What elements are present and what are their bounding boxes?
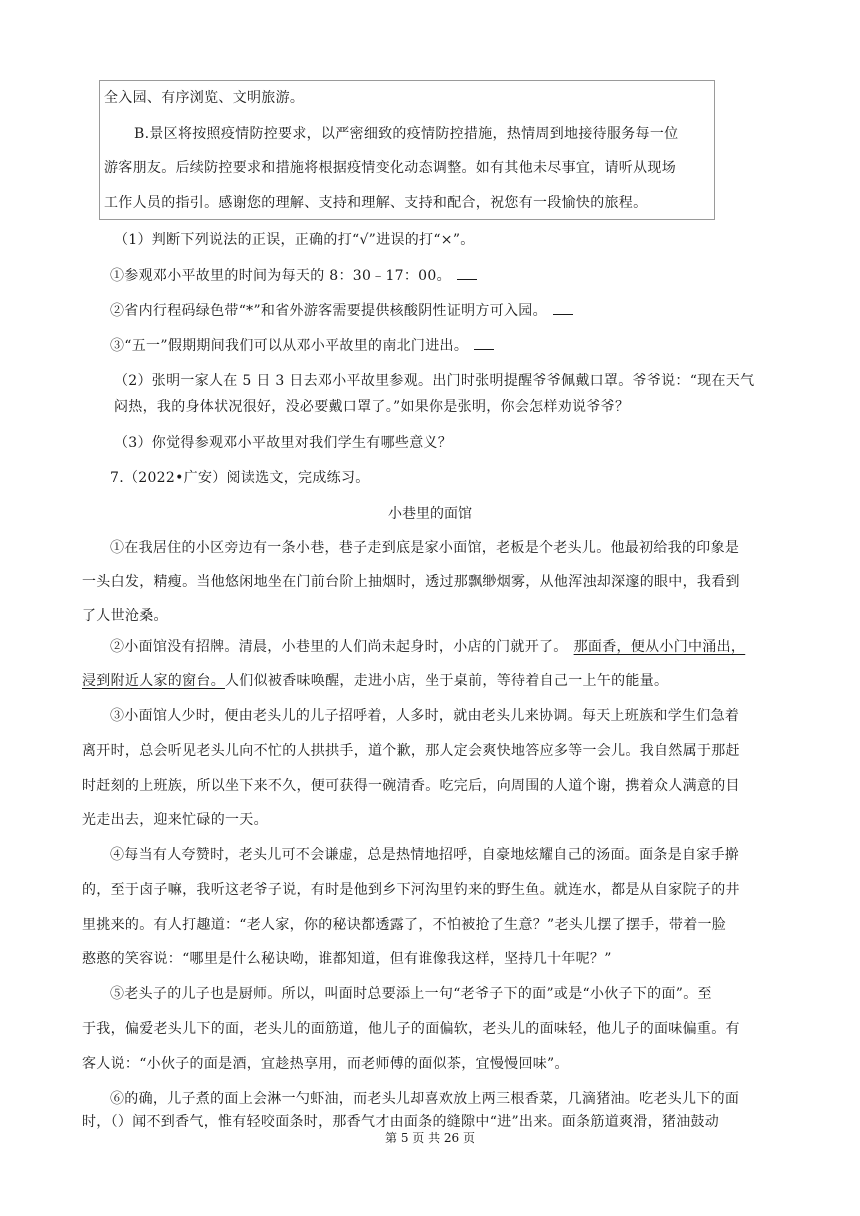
notice-line-2: B.景区将按照疫情防控要求，以严密细致的疫情防控措施，热情周到地接待服务每一位 [134,126,679,142]
question-2-line-2: 闷热，我的身体状况很好，没必要戴口罩了。”如果你是张明，你会怎样劝说爷爷？ [114,399,630,415]
para-2-text: ②小面馆没有招牌。清晨，小巷里的人们尚未起身时，小店的门就开了。 [110,639,568,655]
para-2-text-end: 人们似被香味唤醒，走进小店，坐于桌前，等待着自己一上午的能量。 [225,673,669,689]
para-2-line-2 [82,671,668,691]
para-6-line-1: ⑥的确，儿子煮的面上会淋一勺虾油，而老头儿却喜欢放上两三根香菜，几滴猪油。吃老头儿下的面 [110,1091,740,1107]
question-1-item-b [110,300,573,321]
notice-line-1: 全入园、有序浏览、文明旅游。 [104,90,305,106]
question-1-item-a [110,265,477,286]
para-4-line-1: ④每当有人夸赞时，老头儿可不会谦虚，总是热情地招呼，自豪地炫耀自己的汤面。面条是自家手擀 [110,847,740,863]
question-1-item-b-text: ②省内行程码绿色带“*”和省外游客需要提供核酸阴性证明方可入园。 [110,303,547,319]
notice-line-4: 工作人员的指引。感谢您的理解、支持和理解、支持和配合，祝您有一段愉快的旅程。 [104,195,648,211]
para-5-line-3: 客人说：“小伙子的面是酒，宜趁热享用，而老师傅的面似茶，宜慢慢回味”。 [82,1056,569,1072]
para-2-line-1 [110,637,745,657]
para-1-line-2: 一头白发，精瘦。当他悠闲地坐在门前台阶上抽烟时，透过那飘缈烟雾，从他浑浊却深邃的眼中，我看到 [82,574,740,590]
page-footer: 第 5 页 共 26 页 [385,1131,475,1145]
question-2-line-1: （2）张明一家人在 5 日 3 日去邓小平故里参观。出门时张明提醒爷爷佩戴口罩。爷爷说：“现在天气 [114,373,755,389]
para-1-line-3: 了人世沧桑。 [82,608,168,624]
para-4-line-2: 的，至于卤子嘛，我听这老爷子说，有时是他到乡下河沟里钓来的野生鱼。就连水，都是从自家院子的井 [82,882,740,898]
para-3-line-2: 离开时，总会听见老头儿向不忙的人拱拱手，道个歉，那人定会爽快地答应多等一会儿。我自然属于那赶 [82,743,740,759]
para-6-line-2: 时，（）闻不到香气，惟有轻咬面条时，那香气才由面条的缝隙中“进”出来。面条筋道爽滑，猪油鼓动 [82,1114,720,1130]
para-5-line-2: 于我，偏爱老头儿下的面，老头儿的面筋道，他儿子的面偏软，老头儿的面味轻，他儿子的面味偏重。有 [82,1021,740,1037]
para-3-line-1: ③小面馆人少时，便由老头儿的儿子招呼着，人多时，就由老头儿来协调。每天上班族和学生们急着 [110,708,740,724]
question-1-item-c [110,335,494,356]
question-1-item-a-text: ①参观邓小平故里的时间为每天的 8：30﹣17：00。 [110,268,451,284]
question-3: （3）你觉得参观邓小平故里对我们学生有哪些意义？ [114,435,453,451]
question-1-intro: （1）判断下列说法的正误，正确的打“√”进误的打“×”。 [114,232,475,248]
answer-blank[interactable] [474,335,494,350]
question-7: 7.（2022•广安）阅读选文，完成练习。 [110,470,370,486]
para-3-line-3: 时赶刻的上班族，所以坐下来不久，便可获得一碗清香。吃完后，向周围的人道个谢，携着众人满意的目 [82,778,740,794]
answer-blank[interactable] [553,300,573,315]
para-4-line-3: 里挑来的。有人打趣道：“老人家，你的秘诀都透露了，不怕被抢了生意？”老头儿摆了摆手，带着一脸 [82,917,727,933]
notice-line-3: 游客朋友。后续防控要求和措施将根据疫情变化动态调整。如有其他未尽事宜，请听从现场 [104,160,676,176]
para-5-line-1: ⑤老头子的儿子也是厨师。所以，叫面时总要添上一句“老爷子下的面”或是“小伙子下的面”。至 [110,986,712,1002]
para-2-underlined-sentence-end: 浸到附近人家的窗台。 [82,673,225,689]
para-2-underlined-sentence: 那面香，便从小门中涌出， [573,639,746,655]
para-3-line-4: 光走出去，迎来忙碌的一天。 [82,812,268,828]
para-4-line-4: 憨憨的笑容说：“哪里是什么秘诀呦，谁都知道，但有谁像我这样，坚持几十年呢？” [82,951,612,967]
answer-blank[interactable] [457,265,477,280]
question-1-item-c-text: ③“五一”假期期间我们可以从邓小平故里的南北门进出。 [110,338,469,354]
para-1-line-1: ①在我居住的小区旁边有一条小巷，巷子走到底是家小面馆，老板是个老头儿。他最初给我的印象是 [110,540,740,556]
story-title: 小巷里的面馆 [388,506,472,522]
